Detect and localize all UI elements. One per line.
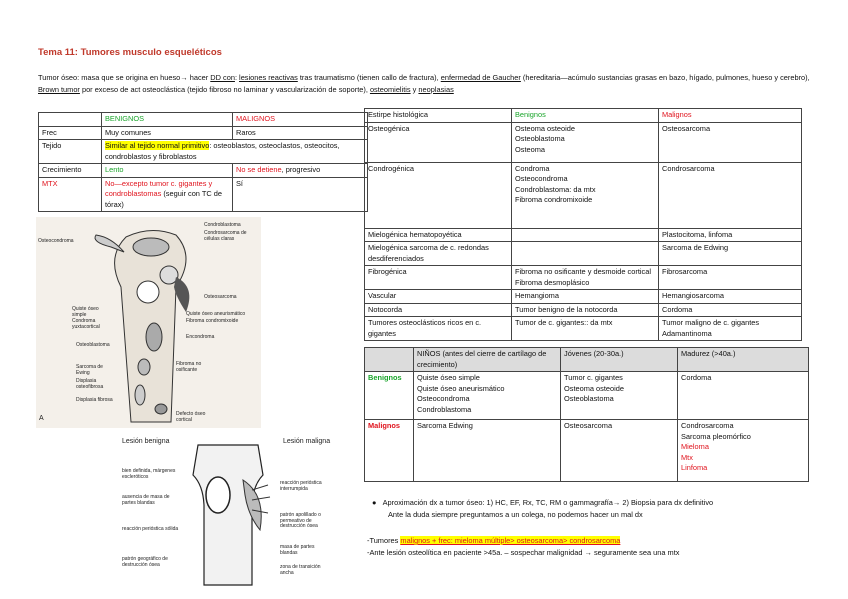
line: Osteosarcoma: [564, 421, 613, 430]
bullet-list: [372, 497, 713, 521]
row-label: Malignos: [365, 420, 414, 482]
line: Osteoma: [515, 144, 545, 154]
bullet-item: ● Aproximación dx a tumor óseo: 1) HC, EF, Rx, TC, RM o gammagrafía→ 2) Biopsia para dx definitivo: [372, 498, 714, 507]
histology-row: [365, 242, 802, 266]
estirpe-cell: Condrogénica: [365, 162, 512, 228]
line: Quiste óseo simple: [417, 373, 480, 382]
line: Osteoblastoma: [564, 394, 614, 403]
bone-tumor-location-figure: [36, 217, 261, 428]
malign-cell: Hemangiosarcoma: [659, 290, 802, 304]
line-red: Linfoma: [681, 463, 708, 472]
intro-gaucher: enfermedad de Gaucher: [440, 73, 521, 82]
cell: Sí: [233, 177, 368, 212]
figure-label: Condroma yuxtacortical: [72, 318, 100, 330]
histology-row: [365, 162, 802, 228]
estirpe-cell: Mielogénica hematopoyética: [365, 228, 512, 242]
line: Condrosarcoma: [681, 421, 734, 430]
figure-title: Lesión benigna: [122, 438, 170, 445]
figure-label: masa de partes blandas: [280, 544, 315, 556]
histology-row: [365, 317, 802, 341]
cell-red: No—excepto tumor c. gigantes y condroblastomas: [105, 178, 213, 198]
benign-cell: [512, 266, 659, 290]
malign-cell: Cordoma: [659, 303, 802, 317]
figure-label: Condrosarcoma de células claras: [204, 230, 247, 242]
col-header: Estirpe histológica: [365, 109, 512, 123]
histology-row: [365, 290, 802, 304]
note-highlight: malignos + frec: mieloma múltiple> osteosarcoma> condrosarcoma: [400, 536, 621, 545]
malign-cell: Condrosarcoma: [659, 162, 802, 228]
malign-cell: Plastocitoma, linfoma: [659, 228, 802, 242]
line: Fibroma no osificante y desmoide cortical: [515, 267, 651, 276]
benign-cell: [512, 317, 659, 341]
row-label: Tejido: [39, 140, 102, 164]
row-label: Crecimiento: [39, 164, 102, 178]
figure-label: Quiste óseo simple: [72, 306, 99, 318]
estirpe-cell: Mielogénica sarcoma de c. redondas desdiferenciados: [365, 242, 512, 266]
cell: [233, 164, 368, 178]
cell: [414, 372, 561, 420]
intro-text: tras traumatismo (tienen callo de fractura),: [297, 73, 441, 82]
cell: Muy comunes: [102, 126, 233, 140]
line: Sarcoma Edwing: [417, 421, 473, 430]
row-label: Benignos: [365, 372, 414, 420]
figure-label: patrón geográfico de destrucción ósea: [122, 556, 168, 568]
notes: [367, 535, 679, 559]
note-text: -Tumores: [367, 536, 401, 545]
col-header: Madurez (>40a.): [678, 348, 809, 372]
row-label: MTX: [39, 177, 102, 212]
cell: Raros: [233, 126, 368, 140]
line: Tumor c. gigantes: [564, 373, 623, 382]
figure-label: bien definida, márgenes escleróticos: [122, 468, 176, 480]
histology-row: [365, 266, 802, 290]
estirpe-cell: Osteogénica: [365, 122, 512, 162]
row-label: Frec: [39, 126, 102, 140]
intro-neoplasias: neoplasias: [418, 85, 454, 94]
figure-label: Sarcoma de Ewing: [76, 364, 103, 376]
figure-label: patrón apolillado o permeativo de destrucción ósea: [280, 512, 321, 529]
figure-letter: A: [39, 415, 44, 422]
line: Condroblastoma: [417, 404, 472, 414]
histology-row: [365, 122, 802, 162]
cell-text: (seguir con TC de tórax): [105, 189, 222, 209]
highlight: Similar al tejido normal primitivo: [105, 141, 210, 150]
cell-text: : osteoblastos, osteoclastos, osteocitos, condroblastos y fibroblastos: [105, 141, 340, 161]
figure-label: Defecto óseo cortical: [176, 411, 206, 423]
cell: [561, 420, 678, 482]
benign-cell: [512, 290, 659, 304]
malign-cell: Fibrosarcoma: [659, 266, 802, 290]
line: Osteoblastoma: [515, 134, 565, 143]
line: Condroblastoma: da mtx: [515, 184, 596, 194]
cell-red: No se detiene: [236, 165, 282, 174]
cell: [102, 140, 368, 164]
benign-cell: [512, 122, 659, 162]
col-header: Benignos: [512, 109, 659, 123]
col-header: Malignos: [659, 109, 802, 123]
figure-label: Encondroma: [186, 334, 215, 340]
line: Tumor benigno de la notocorda: [515, 304, 618, 314]
bullet-text: Aproximación dx a tumor óseo: 1) HC, EF, Rx, TC, RM o gammagrafía→ 2) Biopsia para dx definitivo: [382, 498, 714, 507]
line: Osteocondroma: [515, 174, 568, 183]
figure-label: Fibroma condromixoide: [186, 318, 239, 324]
line: Tumor de c. gigantes:: da mtx: [515, 318, 613, 327]
intro-text: (hereditaria—acúmulo sustancias grasas en bazo, hígado, pulmones, hueso y cerebro),: [520, 73, 810, 82]
intro-lesiones: lesiones reactivas: [239, 73, 298, 82]
col-header: Jóvenes (20-30a.): [561, 348, 678, 372]
figure-label: Osteocondroma: [38, 238, 74, 244]
line-red: Mieloma: [681, 442, 709, 451]
line: Quiste óseo aneurismático: [417, 383, 505, 393]
cell: [561, 372, 678, 420]
line-red: Mtx: [681, 452, 693, 462]
figure-label: zona de transición ancha: [280, 564, 321, 576]
intro-text: y: [410, 85, 419, 94]
figure-label: Quiste óseo aneurismático: [186, 311, 246, 317]
header-malign: MALIGNOS: [233, 113, 368, 127]
figure-label: Osteoblastoma: [76, 342, 110, 348]
malign-cell: Tumor maligno de c. gigantes Adamantinoma: [659, 317, 802, 341]
line: Fibroma condromixoide: [515, 195, 593, 204]
intro-dd: DD con: [210, 73, 235, 82]
col-header: NIÑOS (antes del cierre de cartílago de crecimiento): [414, 348, 561, 372]
figure-title: Lesión maligna: [283, 438, 331, 445]
figure-label: Condroblastoma: [204, 222, 241, 228]
figure-label: Osteosarcoma: [204, 294, 237, 300]
line: Hemangioma: [515, 291, 559, 300]
intro-osteomielitis: osteomielitis: [369, 85, 411, 94]
estirpe-cell: Notocorda: [365, 303, 512, 317]
page-title: Tema 11: Tumores musculo esqueléticos: [38, 47, 222, 58]
figure-label: Fibroma no osificante: [176, 361, 202, 373]
intro-text: por exceso de act osteoclástica (tejido fibroso no laminar y vascularización de soporte),: [79, 85, 370, 94]
benign-cell: [512, 303, 659, 317]
figure-label: reacción perióstica sólida: [122, 526, 179, 532]
header-benign: BENIGNOS: [102, 113, 233, 127]
cell: Lento: [102, 164, 233, 178]
line: Fibroma desmoplásico: [515, 277, 590, 287]
cell: [414, 420, 561, 482]
intro-text: Tumor óseo: masa que se origina en hueso→ hacer: [38, 73, 211, 82]
figure-label: ausencia de masa de partes blandas: [122, 494, 170, 506]
intro-paragraph: [38, 72, 818, 96]
estirpe-cell: Vascular: [365, 290, 512, 304]
benign-cell: [512, 228, 659, 242]
line: Sarcoma pleomórfico: [681, 431, 751, 441]
line: Osteoma osteoide: [515, 123, 575, 133]
note-1: [367, 535, 679, 547]
estirpe-cell: Tumores osteoclásticos ricos en c. gigantes: [365, 317, 512, 341]
line: Condroma: [515, 163, 550, 173]
cell: [102, 177, 233, 212]
histology-table: [364, 108, 802, 341]
benign-cell: [512, 242, 659, 266]
estirpe-cell: Fibrogénica: [365, 266, 512, 290]
line: Osteoma osteoide: [564, 383, 624, 393]
benign-vs-malign-table: [38, 112, 368, 212]
figure-label: Displasia fibrosa: [76, 397, 113, 403]
line: Osteocondroma: [417, 394, 470, 403]
bullet-text: Ante la duda siempre preguntamos a un colega, no podemos hacer un mal dx: [388, 510, 643, 519]
lesion-comparison-figure: [118, 435, 333, 592]
age-table: [364, 347, 809, 482]
intro-brown: Brown tumor: [38, 85, 80, 94]
malign-cell: Sarcoma de Edwing: [659, 242, 802, 266]
cell: [678, 420, 809, 482]
cell: [678, 372, 809, 420]
note-2: -Ante lesión osteolítica en paciente >45a. – sospechar malignidad → seguramente sea una mtx: [367, 548, 680, 557]
histology-row: [365, 228, 802, 242]
benign-cell: [512, 162, 659, 228]
line: Cordoma: [681, 373, 712, 382]
figure-label: reacción perióstica interrumpida: [280, 480, 322, 492]
histology-row: [365, 303, 802, 317]
figure-label: Displasia osteofibrosa: [76, 378, 104, 390]
cell-text: , progresivo: [281, 165, 321, 174]
malign-cell: Osteosarcoma: [659, 122, 802, 162]
intro-text: :: [234, 73, 240, 82]
